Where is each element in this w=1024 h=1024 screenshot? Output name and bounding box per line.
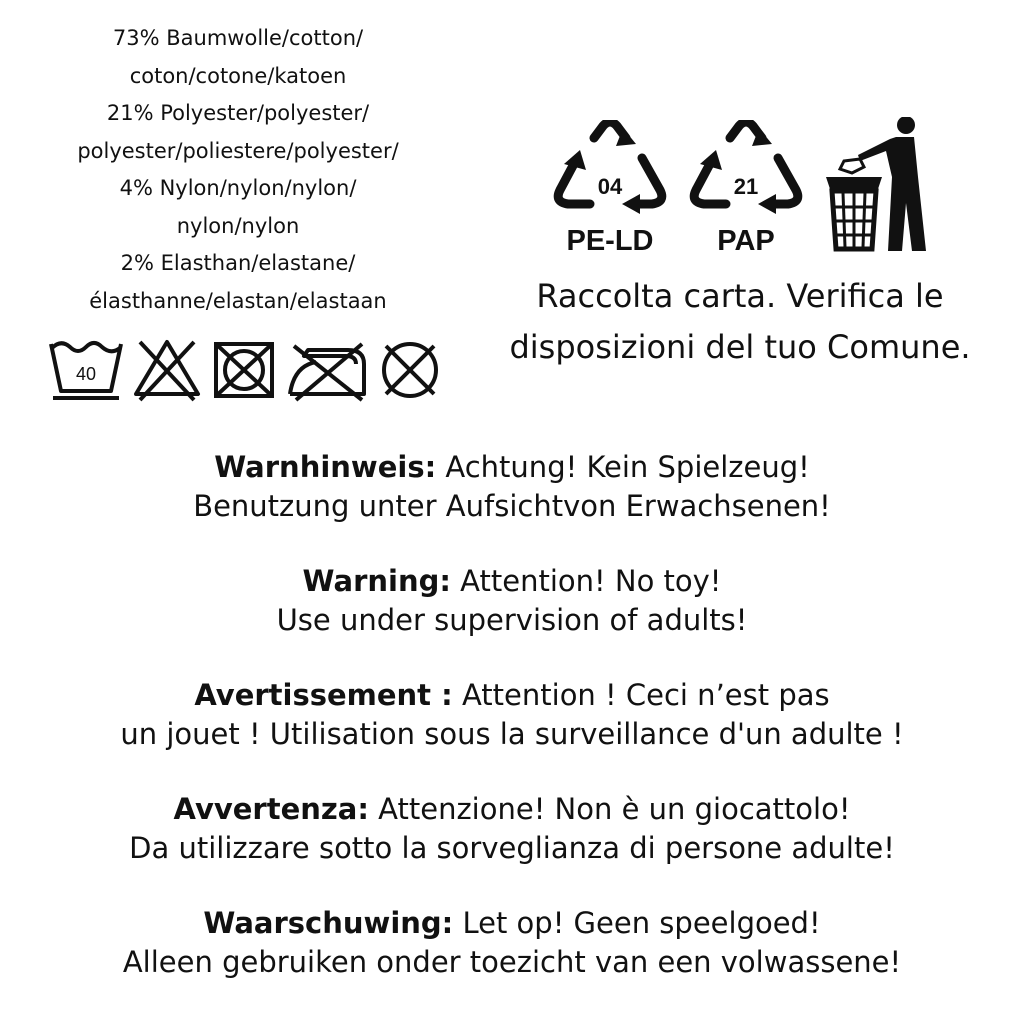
material-abbreviation: PE-LD: [566, 225, 654, 257]
disposal-note-line: disposizioni del tuo Comune.: [509, 328, 971, 366]
warning-text: Benutzung unter Aufsichtvon Erwachsenen!: [193, 489, 831, 523]
composition-line: 2% Elasthan/elastane/: [120, 251, 356, 275]
warning-heading: Warnhinweis:: [214, 450, 437, 484]
warning-heading: Waarschuwing:: [203, 906, 454, 940]
warning-text: Achtung! Kein Spielzeug!: [436, 450, 810, 484]
care-symbols: [48, 336, 448, 406]
warning-text: Let op! Geen speelgoed!: [453, 906, 821, 940]
resin-code: 04: [597, 174, 623, 199]
disposal-note-line: Raccolta carta. Verifica le: [536, 277, 944, 315]
warning-block-fr: [0, 676, 1024, 790]
warning-text: Alleen gebruiken onder toezicht van een volwassene!: [122, 945, 902, 979]
warning-heading: Avertissement :: [194, 678, 453, 712]
person-disposing-in-bin-icon: [822, 117, 932, 257]
material-abbreviation: PAP: [717, 225, 775, 257]
composition-line: 21% Polyester/polyester/: [106, 101, 370, 125]
wash-temperature-label: 40: [75, 364, 97, 384]
do-not-tumble-dry-icon: [210, 336, 278, 404]
warning-block-en: [0, 562, 1024, 676]
warning-heading: Warning:: [302, 564, 451, 598]
composition-line: élasthanne/elastan/elastaan: [89, 288, 387, 313]
wash-40-icon: [48, 336, 124, 404]
do-not-bleach-icon: [132, 336, 202, 404]
composition-line: 4% Nylon/nylon/nylon/: [119, 176, 357, 200]
warning-block-it: [0, 790, 1024, 904]
recycling-symbols: [550, 120, 930, 270]
recycle-symbol-pap: [686, 120, 806, 265]
composition-line: coton/cotone/katoen: [129, 63, 347, 88]
warning-text: Da utilizzare sotto la sorveglianza di persone adulte!: [129, 831, 895, 865]
warning-text: Attenzione! Non è un giocattolo!: [368, 792, 851, 826]
warning-text: Attention ! Ceci n’est pas: [452, 678, 830, 712]
warnings: [0, 448, 1024, 1018]
resin-code: 21: [733, 174, 759, 199]
warning-text: un jouet ! Utilisation sous la surveillance d'un adulte !: [120, 717, 904, 751]
composition-line: polyester/poliestere/polyester/: [77, 138, 399, 163]
warning-heading: Avvertenza:: [173, 792, 369, 826]
warning-text: Use under supervision of adults!: [276, 603, 748, 637]
composition-line: nylon/nylon: [176, 213, 300, 238]
warning-block-nl: [0, 904, 1024, 1018]
composition-line: 73% Baumwolle/cotton/: [112, 26, 364, 50]
warning-text: Attention! No toy!: [450, 564, 722, 598]
recycle-triangle-icon: [550, 120, 670, 225]
recycle-symbol-pe-ld: [550, 120, 670, 265]
do-not-iron-icon: [286, 336, 368, 404]
warning-block-de: [0, 448, 1024, 562]
recycle-triangle-icon: [686, 120, 806, 225]
fiber-composition: [28, 20, 448, 320]
disposal-note: [470, 271, 1010, 373]
do-not-dry-clean-icon: [376, 336, 444, 404]
